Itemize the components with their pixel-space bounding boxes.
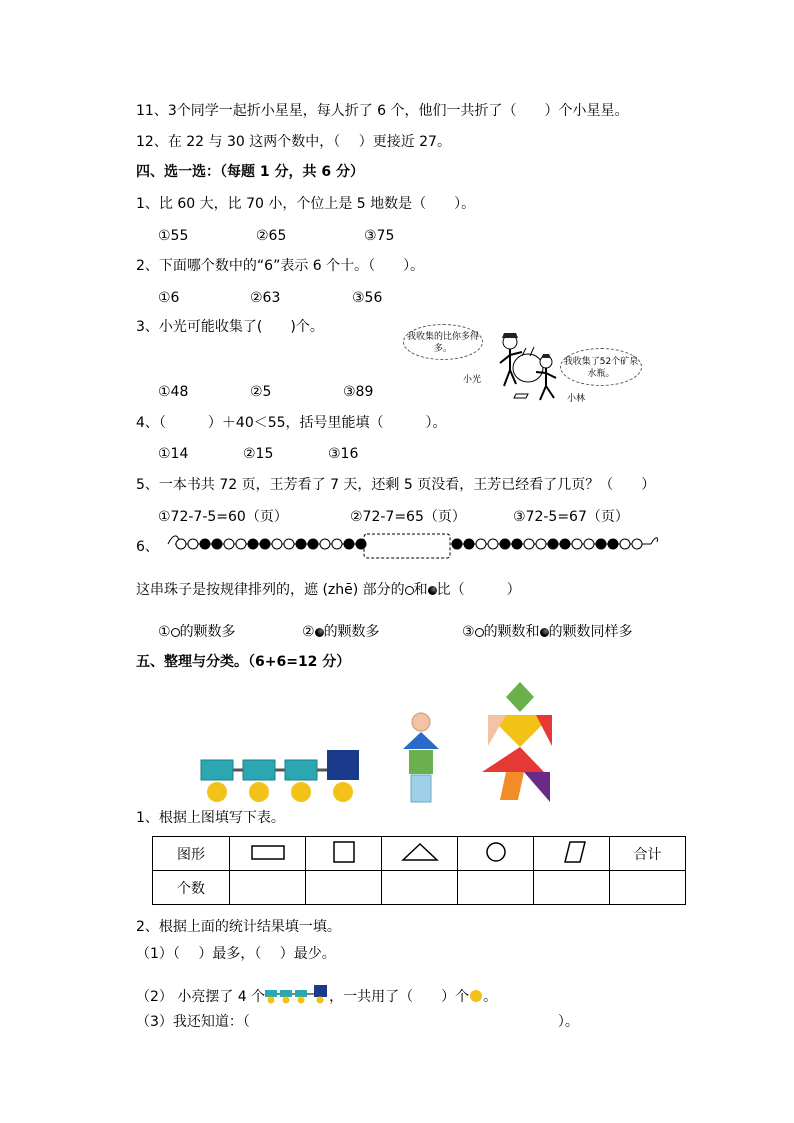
white-bead <box>584 539 594 549</box>
s4-q2-opt3: ③56 <box>352 290 383 306</box>
black-bead <box>200 539 210 549</box>
col-square <box>306 837 382 871</box>
white-bead-icon <box>475 628 484 637</box>
black-bead <box>260 539 270 549</box>
black-bead-icon <box>428 586 437 595</box>
s4-q2-opt1: ①6 <box>158 290 180 306</box>
white-bead <box>236 539 246 549</box>
col-rectangle <box>230 837 306 871</box>
black-bead-icon <box>315 628 324 637</box>
col-parallelogram <box>534 837 610 871</box>
col-triangle <box>382 837 458 871</box>
s4-q3-opt2: ②5 <box>250 384 272 400</box>
count-cell-triangle[interactable] <box>382 871 458 905</box>
s4-q3-stem: 3、小光可能收集了( )个。 <box>136 319 324 335</box>
s4-q4-stem: 4、（ ）＋40＜55，括号里能填（ ）。 <box>136 415 447 431</box>
black-bead <box>356 539 366 549</box>
opt3-text-b: 的颗数同样多 <box>548 624 633 640</box>
s4-q6-text-a: 这串珠子是按规律排列的，遮 (zhē) 部分的 <box>136 582 405 598</box>
black-bead <box>596 539 606 549</box>
black-bead <box>344 539 354 549</box>
circle-icon <box>484 840 508 864</box>
s5-q2-2-text-a: （2） 小亮摆了 4 个 <box>136 989 266 1005</box>
white-bead <box>488 539 498 549</box>
s5-q2-2-text-b: ，一共用了（ ）个 <box>329 989 470 1005</box>
white-bead <box>620 539 630 549</box>
col-total: 合计 <box>610 837 686 871</box>
wheel-circle <box>207 782 227 802</box>
s4-q1-opt3: ③75 <box>364 228 395 244</box>
white-bead <box>272 539 282 549</box>
tangram-figure <box>478 682 554 804</box>
s4-q1-stem: 1、比 60 大，比 70 小，个位上是 5 地数是（ ）。 <box>136 196 476 212</box>
col-circle <box>458 837 534 871</box>
white-bead <box>524 539 534 549</box>
row-header-shape: 图形 <box>153 837 230 871</box>
opt1-marker: ① <box>158 624 171 640</box>
black-bead <box>560 539 570 549</box>
s4-q6-opt2 <box>302 623 380 641</box>
count-cell-circle[interactable] <box>458 871 534 905</box>
white-bead <box>284 539 294 549</box>
wheel-circle <box>333 782 353 802</box>
opt2-marker: ② <box>302 624 315 640</box>
s5-q1: 1、根据上图填写下表。 <box>136 810 285 826</box>
mini-train-icon <box>265 984 329 1004</box>
white-bead-icon <box>405 586 414 595</box>
black-bead-icon <box>540 628 549 637</box>
question-12: 12、在 22 与 30 这两个数中，（ ）更接近 27。 <box>136 134 451 150</box>
black-bead <box>212 539 222 549</box>
white-bead <box>224 539 234 549</box>
black-bead <box>296 539 306 549</box>
s4-q1-opt1: ①55 <box>158 228 189 244</box>
section-4-title: 四、选一选：（每题 1 分，共 6 分） <box>136 164 364 180</box>
s5-q2-1: （1）（ ）最多，（ ）最少。 <box>136 946 336 962</box>
s4-q5-stem: 5、一本书共 72 页，王芳看了 7 天，还剩 5 页没看，王芳已经看了几页？（ ） <box>136 477 656 493</box>
opt2-text: 的颗数多 <box>323 624 380 640</box>
s4-q6-text-b: 和 <box>413 582 428 598</box>
speech-bubble-xiaoguang: 我收集的比你多得多。 <box>403 324 483 360</box>
children-illustration <box>466 328 576 404</box>
black-bead <box>512 539 522 549</box>
train-rectangle <box>243 760 275 780</box>
rectangle-icon <box>251 843 285 861</box>
count-cell-parallelogram[interactable] <box>534 871 610 905</box>
train-rectangle <box>201 760 233 780</box>
s5-q2-2-text-c: 。 <box>483 989 498 1005</box>
s5-q2-3: （3）我还知道：（ ）。 <box>136 1014 579 1030</box>
s4-q6-text-c: 比（ ） <box>436 582 521 598</box>
row-header-count: 个数 <box>153 871 230 905</box>
s4-q4-opt2: ②15 <box>243 446 274 462</box>
s4-q6-number: 6、 <box>136 539 159 555</box>
opt1-text: 的颗数多 <box>179 624 236 640</box>
white-bead <box>320 539 330 549</box>
white-bead <box>476 539 486 549</box>
black-bead <box>308 539 318 549</box>
s4-q6-opt3 <box>462 623 633 641</box>
wheel-circle <box>291 782 311 802</box>
s4-q2-stem: 2、下面哪个数中的“6”表示 6 个十。（ ）。 <box>136 258 425 274</box>
train-rectangle <box>285 760 317 780</box>
s4-q4-opt3: ③16 <box>328 446 359 462</box>
s5-q2-2 <box>136 984 497 1006</box>
label-xiaoguang: 小光 <box>463 375 482 385</box>
section-5-title: 五、整理与分类。（6+6=12 分） <box>136 654 351 670</box>
count-cell-rectangle[interactable] <box>230 871 306 905</box>
white-bead <box>176 539 186 549</box>
wheel-circle <box>249 782 269 802</box>
triangle-icon <box>401 842 439 862</box>
question-11: 11、3个同学一起折小星星，每人折了 6 个，他们一共折了（ ）个小星星。 <box>136 103 629 119</box>
black-bead <box>608 539 618 549</box>
count-cell-total[interactable] <box>610 871 686 905</box>
s4-q5-opt2: ②72-7=65（页） <box>350 509 466 525</box>
black-bead <box>464 539 474 549</box>
white-bead <box>332 539 342 549</box>
white-bead <box>572 539 582 549</box>
black-bead <box>548 539 558 549</box>
statistics-table <box>152 836 686 905</box>
count-cell-square[interactable] <box>306 871 382 905</box>
robot-figure <box>400 712 444 804</box>
s4-q4-opt1: ①14 <box>158 446 189 462</box>
s4-q3-opt1: ①48 <box>158 384 189 400</box>
opt3-marker: ③ <box>462 624 475 640</box>
train-square <box>327 750 359 780</box>
s4-q6-text <box>136 581 521 599</box>
white-bead-icon <box>171 628 180 637</box>
black-bead <box>452 539 462 549</box>
white-bead <box>632 539 642 549</box>
s4-q5-opt1: ①72-7-5=60（页） <box>158 509 288 525</box>
s4-q6-opt1 <box>158 623 236 641</box>
train-figure <box>198 748 362 804</box>
s4-q5-opt3: ③72-5=67（页） <box>513 509 629 525</box>
black-bead <box>500 539 510 549</box>
bead-string <box>165 528 665 558</box>
square-icon <box>332 841 356 863</box>
white-bead <box>536 539 546 549</box>
s4-q1-opt2: ②65 <box>256 228 287 244</box>
s5-q2: 2、根据上面的统计结果填一填。 <box>136 919 341 935</box>
speech-bubble-xiaolin: 我收集了52个矿泉水瓶。 <box>560 348 642 386</box>
parallelogram-icon <box>557 840 587 864</box>
label-xiaolin: 小林 <box>567 394 586 404</box>
s4-q2-opt2: ②63 <box>250 290 281 306</box>
opt3-text-a: 的颗数和 <box>483 624 540 640</box>
black-bead <box>248 539 258 549</box>
yellow-circle-icon <box>469 989 483 1003</box>
covered-part-box <box>364 534 450 558</box>
s4-q3-opt3: ③89 <box>343 384 374 400</box>
white-bead <box>188 539 198 549</box>
